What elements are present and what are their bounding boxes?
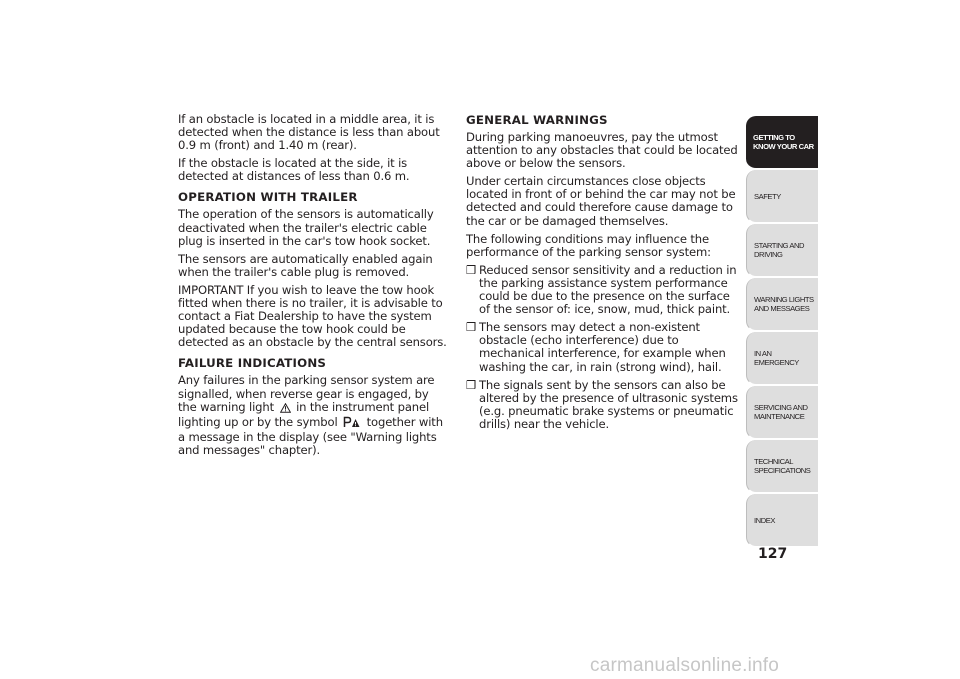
list-item: ❒ Reduced sensor sensitivity and a reduction in the parking assistance system performance could be due to the presence on the surface of the sensor of: ice, snow, mud, thick paint. (466, 262, 737, 317)
tab-technical-specifications[interactable]: TECHNICAL SPECIFICATIONS (746, 440, 818, 493)
heading-general-warnings: GENERAL WARNINGS (466, 113, 608, 127)
parking-sensor-icon (343, 416, 361, 431)
list-item: ❒ The signals sent by the sensors can also be altered by the presence of ultrasonic systems (e.g. pneumatic brake systems or pneumatic drills) near the vehicle. (466, 377, 738, 431)
heading-operation-with-trailer: OPERATION WITH TRAILER (178, 190, 358, 205)
paragraph-obstacle-side: If the obstacle is located at the side, it is detected at distances of less than 0.6 m. (178, 156, 410, 184)
paragraph-important-tow-hook: IMPORTANT If you wish to leave the tow hook fitted when there is no trailer, it is advisable to contact a Fiat Dealership to have the system updated because the tow hook could be detected as an obstacle by the central sensors. (178, 282, 447, 350)
failure-text-3: together with a message in the display (see "Warning lights and messages" chapter). (178, 414, 443, 457)
tab-safety[interactable]: SAFETY (746, 170, 818, 223)
paragraph-conditions: The following conditions may influence the performance of the parking sensor system: (466, 231, 711, 259)
checkbox-bullet-icon: ❒ (466, 377, 477, 392)
tab-warning-lights-and-messages[interactable]: WARNING LIGHTS AND MESSAGES (746, 278, 818, 331)
tab-index[interactable]: INDEX (746, 494, 818, 547)
conditions-list (466, 264, 742, 431)
paragraph-close-objects: Under certain circumstances close objects located in front of or behind the car may not be detected and could therefore cause damage to the car or be damaged themselves. (466, 174, 736, 228)
paragraph-trailer-deactivated: The operation of the sensors is automatically deactivated when the trailer's electric cable plug is inserted in the car's tow hook socket. (178, 207, 434, 248)
page-number: 127 (758, 546, 788, 562)
tab-in-an-emergency[interactable]: IN AN EMERGENCY (746, 332, 818, 385)
heading-failure-indications: FAILURE INDICATIONS (178, 356, 327, 371)
watermark: carmanualsonline.info (590, 655, 780, 676)
list-item: ❒ The sensors may detect a non-existent obstacle (echo interference) due to mechanical interference, for example when washing the car, in rain (strong wind), hail. (466, 320, 726, 374)
checkbox-bullet-icon: ❒ (466, 262, 477, 277)
failure-text-1: Any failures in the parking sensor system are signalled, when reverse gear is engaged, by the warning light (178, 373, 435, 414)
checkbox-bullet-icon: ❒ (466, 320, 477, 335)
tab-getting-to-know-your-car[interactable]: GETTING TO KNOW YOUR CAR (746, 116, 818, 169)
paragraph-parking-attention: During parking manoeuvres, pay the utmost attention to any obstacles that could be located above or below the sensors. (466, 130, 738, 171)
chapter-tabs (746, 116, 818, 548)
left-column (178, 113, 450, 462)
tab-starting-and-driving[interactable]: STARTING AND DRIVING (746, 224, 818, 277)
paragraph-obstacle-middle: If an obstacle is located in a middle area, it is detected when the distance is less than about 0.9 m (front) and 1.40 m (rear). (178, 112, 440, 153)
tab-servicing-and-maintenance[interactable]: SERVICING AND MAINTENANCE (746, 386, 818, 439)
right-column (466, 113, 742, 436)
failure-text-2: in the instrument panel lighting up or by the symbol (178, 399, 430, 429)
paragraph-trailer-enabled: The sensors are automatically enabled again when the trailer's cable plug is removed. (178, 251, 433, 279)
paragraph-failure (178, 374, 450, 457)
